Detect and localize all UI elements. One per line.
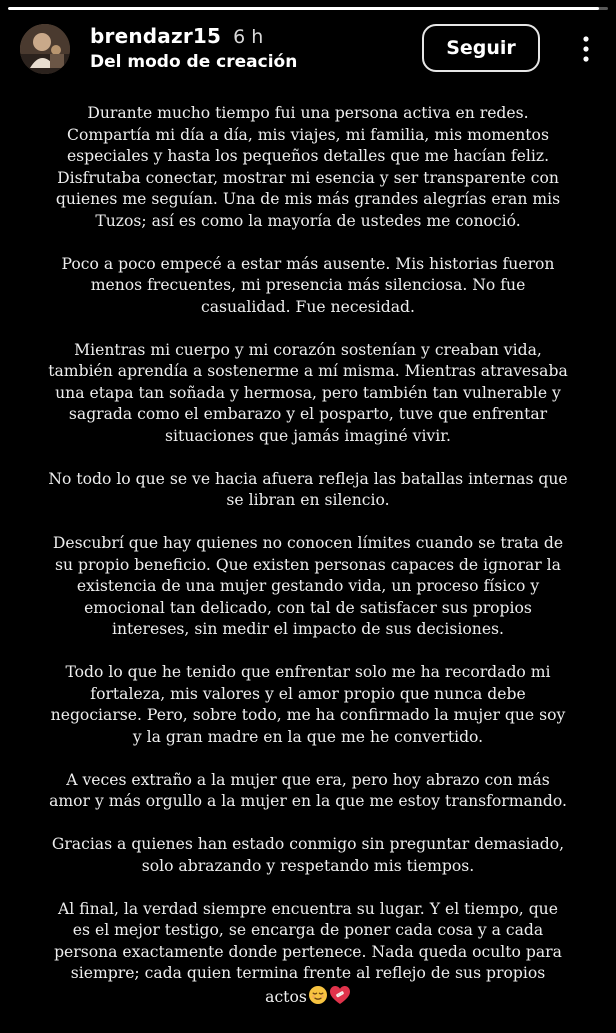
story-progress-bar xyxy=(8,7,608,10)
more-vertical-icon xyxy=(583,36,589,62)
username[interactable]: brendazr15 xyxy=(90,24,222,48)
paragraph: Gracias a quienes han estado conmigo sin preguntar demasiado, solo abrazando y respetando mis tiempos. xyxy=(51,835,565,875)
mending-heart-icon xyxy=(329,985,351,1012)
paragraph: Durante mucho tiempo fui una persona activa en redes. Compartía mi día a día, mis viajes, mi familia, mis momentos especiales y hasta los pequeños detalles que me hacían feliz. Disfrutaba conectar, mostrar mi esencia y ser transparente con quienes me seguían. Una de mis más grandes alegrías eran mis Tuzos; así es como la mayoría de ustedes me conoció. xyxy=(55,104,561,230)
user-block xyxy=(90,24,297,72)
paragraph: A veces extraño a la mujer que era, pero hoy abrazo con más amor y más orgullo a la mujer en la que me estoy transformando. xyxy=(49,770,567,810)
avatar[interactable] xyxy=(20,24,70,74)
relieved-face-icon xyxy=(308,985,328,1012)
paragraph: Todo lo que he tenido que enfrentar solo me ha recordado mi fortaleza, mis valores y el amor propio que nunca debe negociarse. Pero, sobre todo, me ha confirmado la mujer que soy y la gran madre en la que me he convertido. xyxy=(50,663,566,746)
story-subtitle: Del modo de creación xyxy=(90,52,298,72)
paragraph: Poco a poco empecé a estar más ausente. Mis historias fueron menos frecuentes, mi presencia más silenciosa. No fue casualidad. Fue necesidad. xyxy=(61,254,555,316)
paragraph: No todo lo que se ve hacia afuera refleja las batallas internas que se libran en silencio. xyxy=(48,469,568,509)
post-time: 6 h xyxy=(233,26,264,48)
paragraph-last xyxy=(48,899,568,1012)
story-header xyxy=(18,22,598,84)
follow-button[interactable]: Seguir xyxy=(422,24,540,72)
paragraph: Mientras mi cuerpo y mi corazón sostenían y creaban vida, también aprendía a sostenerme a mí misma. Mientras atravesaba una etapa tan soñada y hermosa, pero también tan vulnerable y sagrada como el embarazo y el posparto, tuve que enfrentar situaciones que jamás imaginé vivir. xyxy=(48,340,568,445)
username-line xyxy=(90,24,297,48)
paragraph: Descubrí que hay quienes no conocen límites cuando se trata de su propio beneficio. Que existen personas capaces de ignorar la existencia de una mujer gestando vida, un proceso físico y emocional tan delicado, con tal de satisfacer sus propios intereses, sin medir el impacto de sus decisiones. xyxy=(52,534,564,638)
story-progress-fill xyxy=(8,7,599,10)
paragraph-last-text: Al final, la verdad siempre encuentra su lugar. Y el tiempo, que es el mejor testigo, se encarga de poner cada cosa y a cada persona exactamente donde pertenece. Nada queda oculto para siempre; cada quien termina frente al reflejo de sus propios actos xyxy=(54,899,562,1006)
story-text xyxy=(48,103,568,1033)
more-options-button[interactable] xyxy=(574,32,598,66)
avatar-image xyxy=(20,24,70,74)
